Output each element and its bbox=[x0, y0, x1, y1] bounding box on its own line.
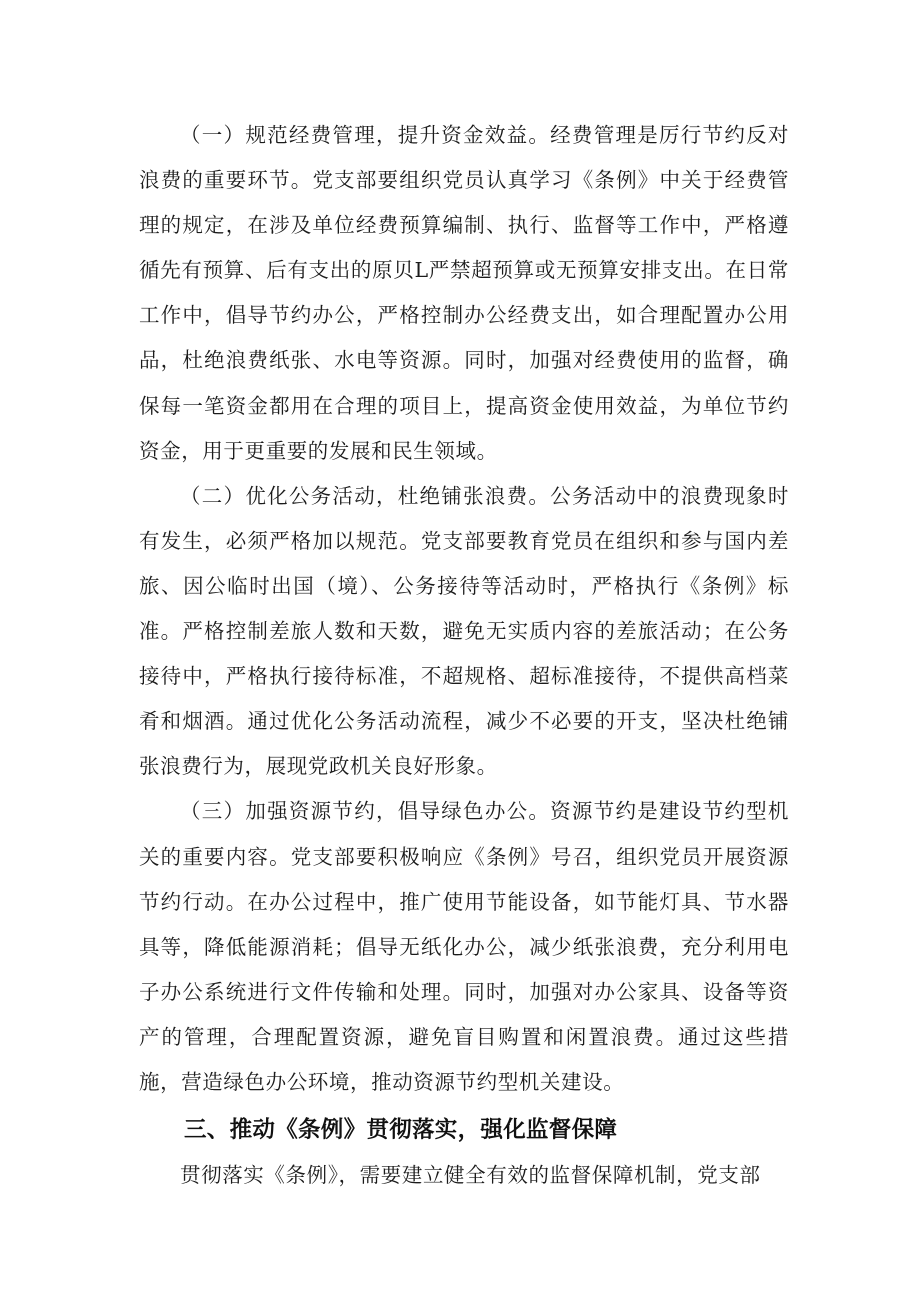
paragraph-official-activities: （二）优化公务活动，杜绝铺张浪费。公务活动中的浪费现象时有发生，必须严格加以规范。党支部要教育党员在组织和参与国内差旅、因公临时出国（境）、公务接待等活动时，严格执行《条例》标准。严格控制差旅人数和天数，避免无实质内容的差旅活动；在公务接待中，严格执行接待标准，不超规格、超标准接待，不提供高档菜肴和烟酒。通过优化公务活动流程，减少不必要的开支，坚决杜绝铺张浪费行为，展现党政机关良好形象。 bbox=[139, 483, 789, 779]
section-heading: 三、推动《条例》贯彻落实，强化监督保障 bbox=[184, 1117, 618, 1144]
paragraph-resource-saving: （三）加强资源节约，倡导绿色办公。资源节约是建设节约型机关的重要内容。党支部要积极响应《条例》号召，组织党员开展资源节约行动。在办公过程中，推广使用节能设备，如节能灯具、节水器具等，降低能源消耗；倡导无纸化办公，减少纸张浪费，充分利用电子办公系统进行文件传输和处理。同时，加强对办公家具、设备等资产的管理，合理配置资源，避免盲目购置和闲置浪费。通过这些措施，营造绿色办公环境，推动资源节约型机关建设。 bbox=[139, 799, 789, 1094]
document-body bbox=[139, 113, 789, 1198]
paragraph-fee-management: （一）规范经费管理，提升资金效益。经费管理是厉行节约反对浪费的重要环节。党支部要组织党员认真学习《条例》中关于经费管理的规定，在涉及单位经费预算编制、执行、监督等工作中，严格遵循先有预算、后有支出的原贝L严禁超预算或无预算安排支出。在日常工作中，倡导节约办公，严格控制办公经费支出，如合理配置办公用品，杜绝浪费纸张、水电等资源。同时，加强对经费使用的监督，确保每一笔资金都用在合理的项目上，提高资金使用效益，为单位节约资金，用于更重要的发展和民生领域。 bbox=[139, 123, 789, 463]
paragraph-supervision-intro: 贯彻落实《条例》，需要建立健全有效的监督保障机制，党支部 bbox=[180, 1163, 761, 1188]
